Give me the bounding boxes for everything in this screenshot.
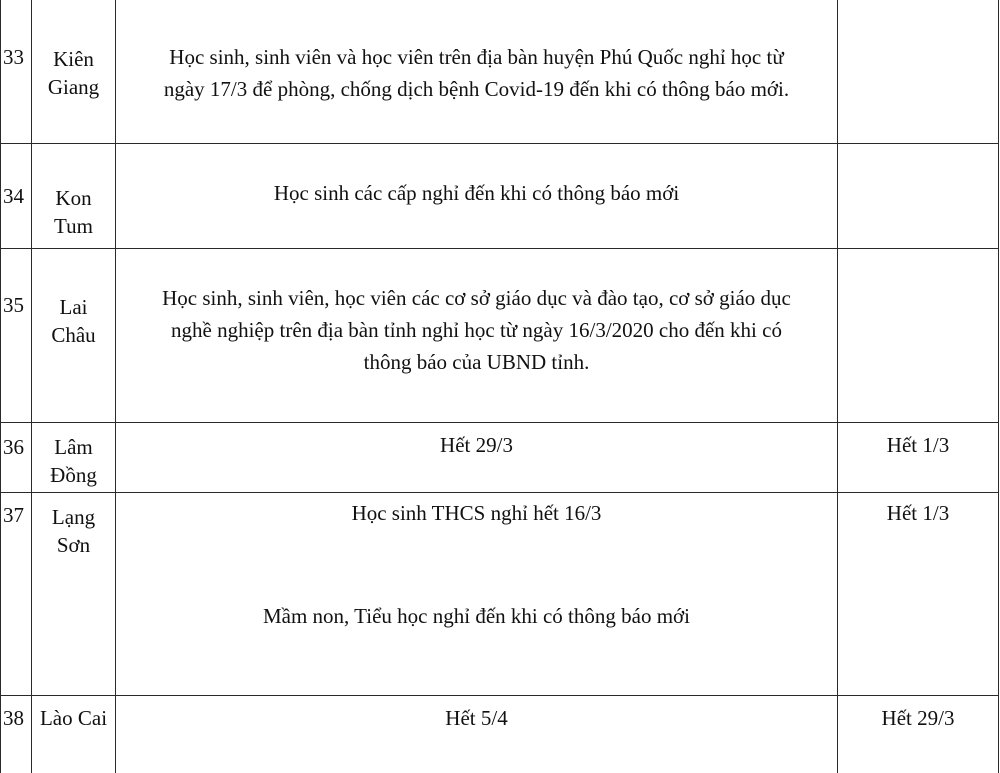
closure-detail-cell (116, 423, 838, 493)
row-number: 37 (1, 493, 32, 696)
side-note-cell: Hết 1/3 (838, 423, 999, 493)
province-cell (32, 493, 116, 696)
row-number: 34 (1, 144, 32, 249)
detail-line: Hết 5/4 (445, 706, 508, 730)
table-row (1, 249, 999, 423)
row-number: 36 (1, 423, 32, 493)
table-row (1, 493, 999, 696)
side-note-cell (838, 0, 999, 144)
spacer (116, 529, 837, 600)
detail-line: Học sinh, sinh viên và học viên trên địa bàn huyện Phú Quốc nghỉ học từ (169, 45, 784, 69)
table-row (1, 696, 999, 773)
province-line: Đồng (50, 463, 97, 487)
province-line: Giang (47, 75, 100, 99)
province-line: Sơn (56, 533, 91, 557)
closure-detail-cell (116, 0, 838, 144)
table-row (1, 423, 999, 493)
detail-line: Học sinh, sinh viên, học viên các cơ sở giáo dục và đào tạo, cơ sở giáo dục (162, 286, 791, 310)
province-line: Lai (59, 295, 88, 319)
detail-line: nghề nghiệp trên địa bàn tỉnh nghỉ học từ ngày 16/3/2020 cho đến khi có (171, 318, 782, 342)
detail-line: Học sinh THCS nghỉ hết 16/3 (351, 501, 602, 525)
province-line: Lâm (54, 435, 93, 459)
side-note-cell (838, 249, 999, 423)
detail-line: Mầm non, Tiểu học nghỉ đến khi có thông báo mới (262, 604, 690, 628)
detail-line: Hết 29/3 (440, 433, 513, 457)
row-number: 35 (1, 249, 32, 423)
province-line: Lào Cai (39, 706, 108, 730)
table-row (1, 144, 999, 249)
closure-detail-cell (116, 493, 838, 696)
closure-detail-cell (116, 696, 838, 773)
side-note-cell (838, 144, 999, 249)
row-number: 33 (1, 0, 32, 144)
province-line: Kiên (53, 47, 94, 71)
province-cell (32, 696, 116, 773)
province-line: Lạng (51, 505, 96, 529)
detail-line: Học sinh các cấp nghỉ đến khi có thông báo mới (273, 181, 680, 205)
closure-detail-cell (116, 249, 838, 423)
province-line: Tum (54, 214, 93, 238)
row-number: 38 (1, 696, 32, 773)
province-cell (32, 144, 116, 249)
side-note-cell: Hết 1/3 (838, 493, 999, 696)
province-cell (32, 0, 116, 144)
side-note-cell: Hết 29/3 (838, 696, 999, 773)
closure-detail-cell (116, 144, 838, 249)
province-cell (32, 423, 116, 493)
detail-line: thông báo của UBND tỉnh. (363, 350, 590, 374)
detail-line: ngày 17/3 để phòng, chống dịch bệnh Covid-19 đến khi có thông báo mới. (163, 77, 790, 101)
province-line: Châu (51, 323, 96, 347)
table-row (1, 0, 999, 144)
province-line: Kon (55, 186, 92, 210)
province-cell (32, 249, 116, 423)
